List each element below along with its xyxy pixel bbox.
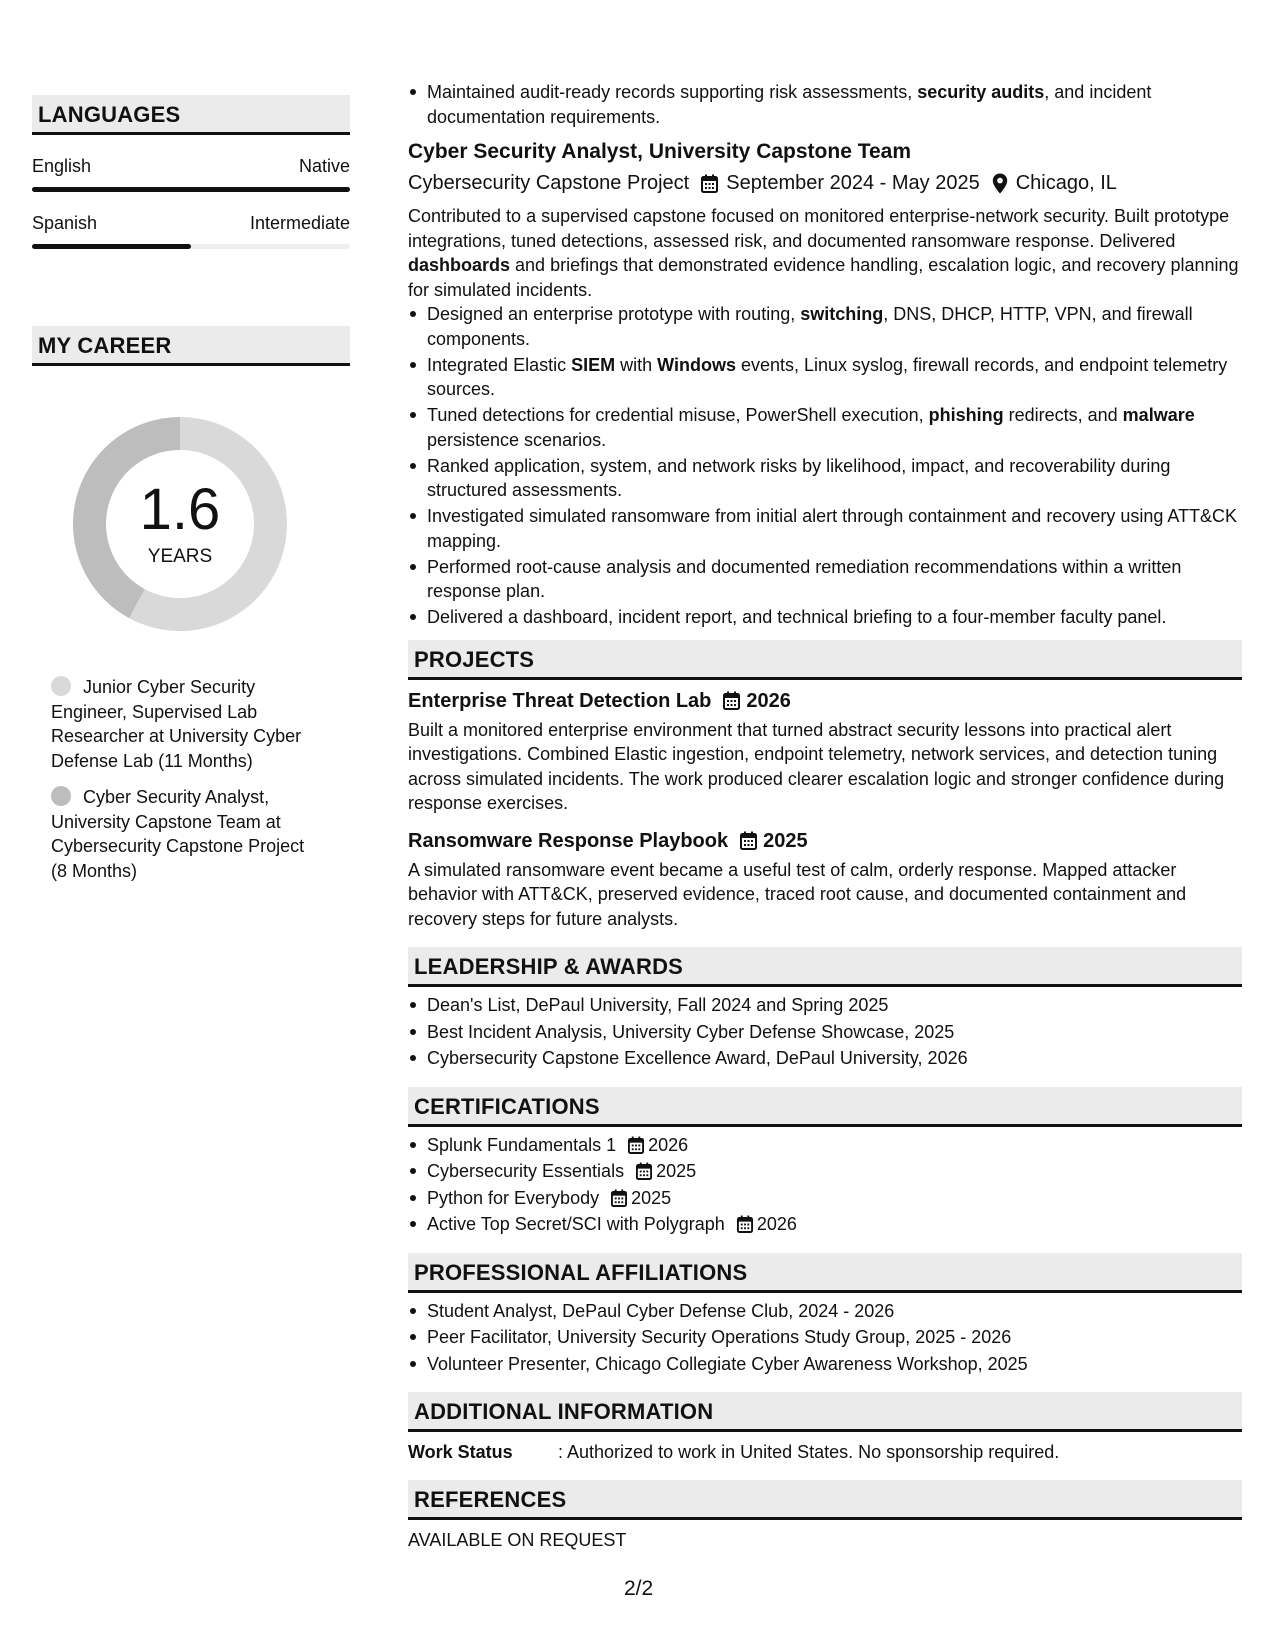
career-total-value: 1.6 xyxy=(139,477,221,542)
career-legend-dot xyxy=(51,786,71,806)
calendar-icon xyxy=(737,1215,753,1233)
page-number: 2/2 xyxy=(624,1577,654,1600)
references-text: AVAILABLE ON REQUEST xyxy=(408,1530,627,1550)
bullet-text: persistence scenarios. xyxy=(427,429,607,450)
certification-name: Python for Everybody xyxy=(427,1187,600,1208)
bullet-bold-text: switching xyxy=(800,304,884,324)
work-status-value: : Authorized to work in United States. No sponsorship required. xyxy=(558,1442,1060,1462)
career-total-unit: YEARS xyxy=(147,546,213,567)
calendar-icon xyxy=(740,831,757,850)
bullet-bold-text: SIEM xyxy=(571,354,616,375)
additional-info-heading: ADDITIONAL INFORMATION xyxy=(408,1392,1242,1432)
language-english xyxy=(32,155,350,192)
list-item: Ranked application, system, and network risks by likelihood, impact, and recoverability during structured assessments. xyxy=(408,454,1242,503)
job-bullet-list xyxy=(408,302,1242,630)
career-legend-dot xyxy=(51,676,71,696)
location-pin-icon xyxy=(992,173,1008,194)
certification-year: 2025 xyxy=(656,1161,697,1181)
leadership-heading: LEADERSHIP & AWARDS xyxy=(408,947,1242,987)
job-company: Cybersecurity Capstone Project xyxy=(408,172,690,194)
list-item xyxy=(408,1186,1242,1211)
list-item xyxy=(408,403,1242,452)
list-item xyxy=(408,353,1242,402)
carryover-bullet-list xyxy=(408,80,1242,129)
certification-year: 2026 xyxy=(648,1134,689,1155)
list-item: Performed root-cause analysis and documented remediation recommendations within a written response plan. xyxy=(408,555,1242,604)
list-item xyxy=(408,1159,1242,1184)
language-proficiency-fill xyxy=(32,187,350,192)
project-title: Ransomware Response Playbook xyxy=(408,829,729,852)
languages-heading: LANGUAGES xyxy=(32,95,350,135)
career-item xyxy=(51,675,321,773)
list-item xyxy=(408,302,1242,351)
certification-year: 2025 xyxy=(631,1187,672,1208)
project-description: A simulated ransomware event became a useful test of calm, orderly response. Mapped attacker behavior with ATT&CK, preserved evidence, traced root cause, and documented containment and recovery steps for future analysts. xyxy=(408,859,1187,929)
list-item: Investigated simulated ransomware from initial alert through containment and recovery using ATT&CK mapping. xyxy=(408,504,1242,553)
bullet-text: with xyxy=(615,354,658,375)
list-item: Best Incident Analysis, University Cyber Defense Showcase, 2025 xyxy=(408,1020,1242,1045)
project-title: Enterprise Threat Detection Lab xyxy=(408,689,712,712)
project-description: Built a monitored enterprise environment that turned abstract security lessons into practical alert investigations. Combined Elastic ingestion, endpoint telemetry, network services, and detection tuning across simulated incidents. The work produced clearer escalation logic and stronger confidence during response exercises. xyxy=(408,719,1225,813)
project-year: 2025 xyxy=(763,829,808,852)
list-item xyxy=(408,80,1242,129)
list-item xyxy=(408,1212,1242,1237)
list-item: Student Analyst, DePaul Cyber Defense Club, 2024 - 2026 xyxy=(408,1299,1242,1324)
job-location: Chicago, IL xyxy=(1015,172,1117,194)
language-proficiency-bar xyxy=(32,187,350,192)
project-year: 2026 xyxy=(746,689,791,712)
references-heading: REFERENCES xyxy=(408,1480,1242,1520)
certification-year: 2026 xyxy=(756,1214,797,1234)
job-description-text: and briefings that demonstrated evidence handling, escalation logic, and recovery planning for simulated incidents. xyxy=(408,255,1239,300)
main-column xyxy=(408,80,1242,1552)
language-level: Native xyxy=(298,156,350,176)
work-status-label: Work Status xyxy=(408,1442,513,1462)
job-title: Cyber Security Analyst, University Capstone Team xyxy=(408,140,912,163)
language-level: Intermediate xyxy=(249,213,350,233)
project-item xyxy=(408,828,1242,932)
bullet-bold-text: security audits xyxy=(917,82,1045,102)
bullet-bold-text: phishing xyxy=(928,405,1004,425)
bullet-text: Designed an enterprise prototype with routing, xyxy=(427,304,801,324)
job-meta xyxy=(408,170,1242,196)
bullet-text: Tuned detections for credential misuse, PowerShell execution, xyxy=(427,405,929,425)
career-item-text: Junior Cyber Security Engineer, Supervised Lab Researcher at University Cyber Defense Lab (11 Months) xyxy=(51,677,302,771)
list-item: Dean's List, DePaul University, Fall 2024 and Spring 2025 xyxy=(408,993,1242,1018)
leadership-list xyxy=(408,993,1242,1071)
language-name: Spanish xyxy=(32,213,98,233)
list-item: Peer Facilitator, University Security Operations Study Group, 2025 - 2026 xyxy=(408,1325,1242,1350)
career-item-text: Cyber Security Analyst, University Capstone Team at Cybersecurity Capstone Project (8 Months) xyxy=(51,787,305,881)
career-donut-chart xyxy=(65,409,295,639)
certification-name: Cybersecurity Essentials xyxy=(427,1161,625,1181)
language-spanish xyxy=(32,212,350,249)
calendar-icon xyxy=(723,691,740,710)
certifications-heading: CERTIFICATIONS xyxy=(408,1087,1242,1127)
affiliations-heading: PROFESSIONAL AFFILIATIONS xyxy=(408,1253,1242,1293)
bullet-text: redirects, and xyxy=(1003,405,1123,425)
affiliations-list xyxy=(408,1299,1242,1377)
my-career-heading: MY CAREER xyxy=(32,326,350,366)
calendar-icon xyxy=(611,1189,627,1207)
project-item xyxy=(408,688,1242,816)
sidebar xyxy=(32,95,350,895)
language-name: English xyxy=(32,156,92,176)
career-item xyxy=(51,785,321,883)
bullet-bold-text: malware xyxy=(1122,405,1195,425)
work-status-row xyxy=(408,1440,1242,1464)
list-item: Cybersecurity Capstone Excellence Award, DePaul University, 2026 xyxy=(408,1046,1242,1071)
calendar-icon xyxy=(701,174,718,193)
list-item: Volunteer Presenter, Chicago Collegiate Cyber Awareness Workshop, 2025 xyxy=(408,1352,1242,1377)
bullet-bold-text: Windows xyxy=(657,354,736,375)
bullet-text: , DNS, DHCP, HTTP, VPN, and firewall components. xyxy=(427,304,1193,349)
list-item: Delivered a dashboard, incident report, and technical briefing to a four-member faculty panel. xyxy=(408,605,1242,630)
job-description-bold: dashboards xyxy=(408,255,511,275)
bullet-text: , and incident documentation requirements. xyxy=(427,82,1152,127)
calendar-icon xyxy=(636,1162,652,1180)
certifications-list xyxy=(408,1133,1242,1237)
list-item xyxy=(408,1133,1242,1158)
calendar-icon xyxy=(628,1136,644,1154)
bullet-text: Integrated Elastic xyxy=(427,354,572,375)
certification-name: Splunk Fundamentals 1 xyxy=(427,1134,617,1155)
career-list xyxy=(51,675,321,883)
certification-name: Active Top Secret/SCI with Polygraph xyxy=(427,1214,725,1234)
job-dates: September 2024 - May 2025 xyxy=(726,172,980,194)
bullet-text: events, Linux syslog, firewall records, and endpoint telemetry sources. xyxy=(427,354,1228,399)
bullet-text: Maintained audit-ready records supporting risk assessments, xyxy=(427,82,918,102)
language-proficiency-bar xyxy=(32,244,350,249)
job-description xyxy=(408,204,1242,302)
projects-heading: PROJECTS xyxy=(408,640,1242,680)
job-description-text: Contributed to a supervised capstone focused on monitored enterprise-network security. Built prototype integrations, tuned detections, assessed risk, and documented ransomware response. Delivered xyxy=(408,206,1230,251)
language-proficiency-fill xyxy=(32,244,191,249)
